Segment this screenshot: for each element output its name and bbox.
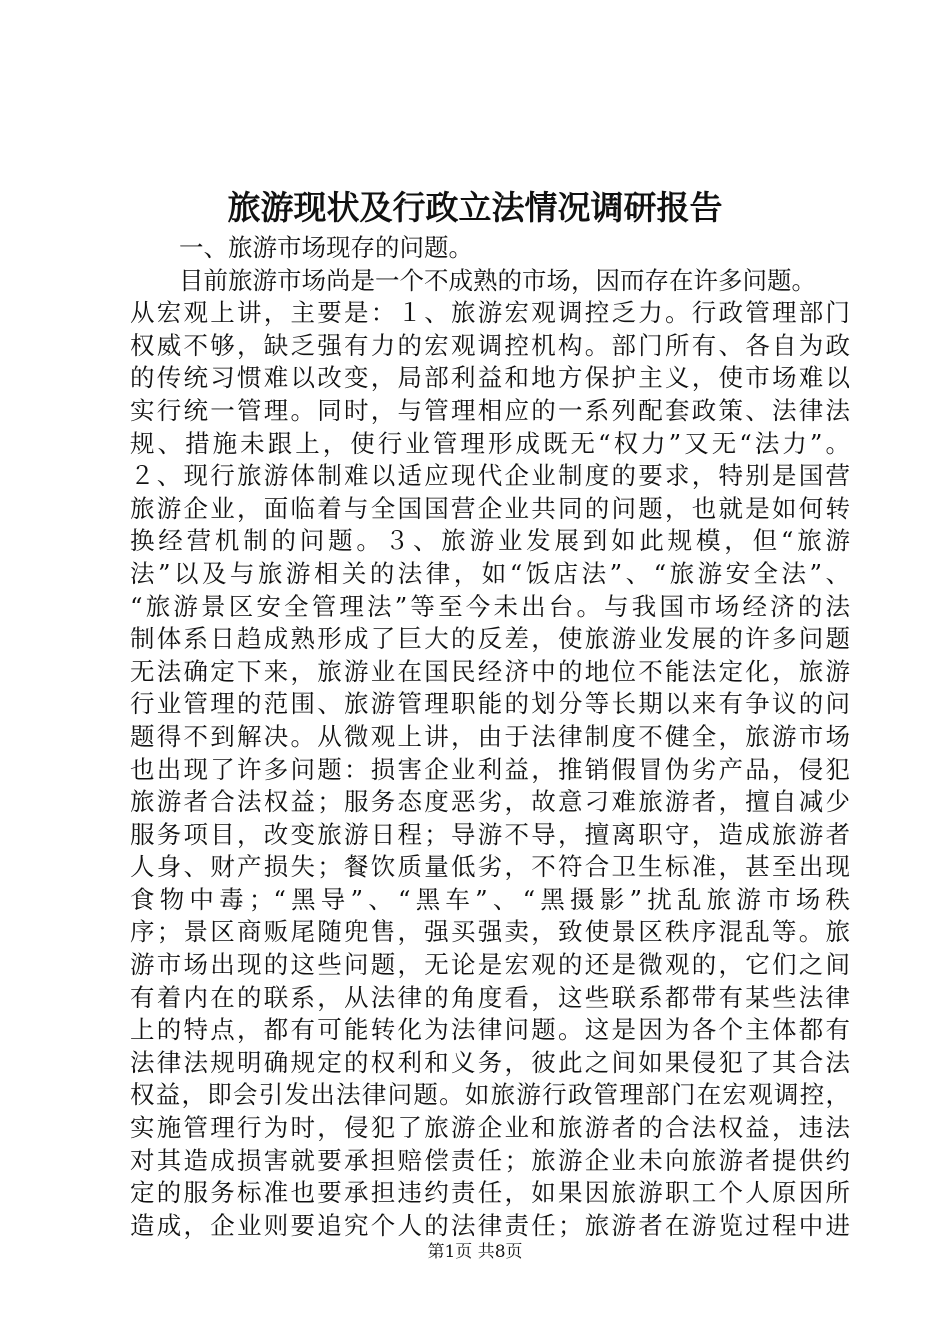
document-body: [130, 232, 850, 1242]
document-title: 旅游现状及行政立法情况调研报告: [227, 188, 723, 227]
paragraph-line: 权威不够，缺乏强有力的宏观调控机构。部门所有、各自为政: [130, 330, 850, 360]
paragraph-line: 换经营机制的问题。３、旅游业发展到如此规模，但“旅游: [130, 526, 850, 556]
paragraph-line: 权益，即会引发出法律问题。如旅游行政管理部门在宏观调控，: [130, 1080, 850, 1110]
paragraph-line: 序；景区商贩尾随兜售，强买强卖，致使景区秩序混乱等。旅: [130, 917, 850, 947]
paragraph-line: 无法确定下来，旅游业在国民经济中的地位不能法定化，旅游: [130, 656, 850, 686]
paragraph-line: 旅游企业，面临着与全国国营企业共同的问题，也就是如何转: [130, 493, 850, 523]
paragraph-line: 食物中毒；“黑导”、“黑车”、“黑摄影”扰乱旅游市场秩: [130, 884, 850, 914]
paragraph-line: 的传统习惯难以改变，局部利益和地方保护主义，使市场难以: [130, 363, 850, 393]
paragraph-line: 服务项目，改变旅游日程；导游不导，擅离职守，造成旅游者: [130, 819, 850, 849]
paragraph-line: 法律法规明确规定的权利和义务，彼此之间如果侵犯了其合法: [130, 1047, 850, 1077]
paragraph-line: 行业管理的范围、旅游管理职能的划分等长期以来有争议的问: [130, 689, 850, 719]
paragraph-line: 题得不到解决。从微观上讲，由于法律制度不健全，旅游市场: [130, 721, 850, 751]
paragraph-line: 旅游者合法权益；服务态度恶劣，故意刁难旅游者，擅自减少: [130, 787, 850, 817]
paragraph-line: 从宏观上讲，主要是：１、旅游宏观调控乏力。行政管理部门: [130, 298, 850, 328]
paragraph-line: 规、措施未跟上，使行业管理形成既无“权力”又无“法力”。: [130, 428, 850, 458]
paragraph-line: 定的服务标准也要承担违约责任，如果因旅游职工个人原因所: [130, 1178, 850, 1208]
paragraph-line: 有着内在的联系，从法律的角度看，这些联系都带有某些法律: [130, 982, 850, 1012]
paragraph-line: 上的特点，都有可能转化为法律问题。这是因为各个主体都有: [130, 1015, 850, 1045]
paragraph-line: ２、现行旅游体制难以适应现代企业制度的要求，特别是国营: [130, 461, 850, 491]
paragraph-line: 造成，企业则要追究个人的法律责任；旅游者在游览过程中进: [130, 1210, 850, 1240]
paragraph-line: 实施管理行为时，侵犯了旅游企业和旅游者的合法权益，违法: [130, 1113, 850, 1143]
paragraph-line: 法”以及与旅游相关的法律，如“饭店法”、“旅游安全法”、: [130, 558, 850, 588]
paragraph-line: 对其造成损害就要承担赔偿责任；旅游企业未向旅游者提供约: [130, 1145, 850, 1175]
paragraph-line: 目前旅游市场尚是一个不成熟的市场，因而存在许多问题。: [179, 265, 816, 295]
paragraph-line: 实行统一管理。同时，与管理相应的一系列配套政策、法律法: [130, 395, 850, 425]
body-paragraph: [130, 265, 850, 1243]
section-heading: 一、旅游市场现存的问题。: [179, 233, 473, 262]
page-number-footer: 第1页 共8页: [427, 1242, 523, 1262]
paragraph-line: 也出现了许多问题：损害企业利益，推销假冒伪劣产品，侵犯: [130, 754, 850, 784]
paragraph-line: 游市场出现的这些问题，无论是宏观的还是微观的，它们之间: [130, 950, 850, 980]
paragraph-line: 制体系日趋成熟形成了巨大的反差，使旅游业发展的许多问题: [130, 624, 850, 654]
paragraph-line: “旅游景区安全管理法”等至今未出台。与我国市场经济的法: [130, 591, 850, 621]
paragraph-line: 人身、财产损失；餐饮质量低劣，不符合卫生标准，甚至出现: [130, 852, 850, 882]
